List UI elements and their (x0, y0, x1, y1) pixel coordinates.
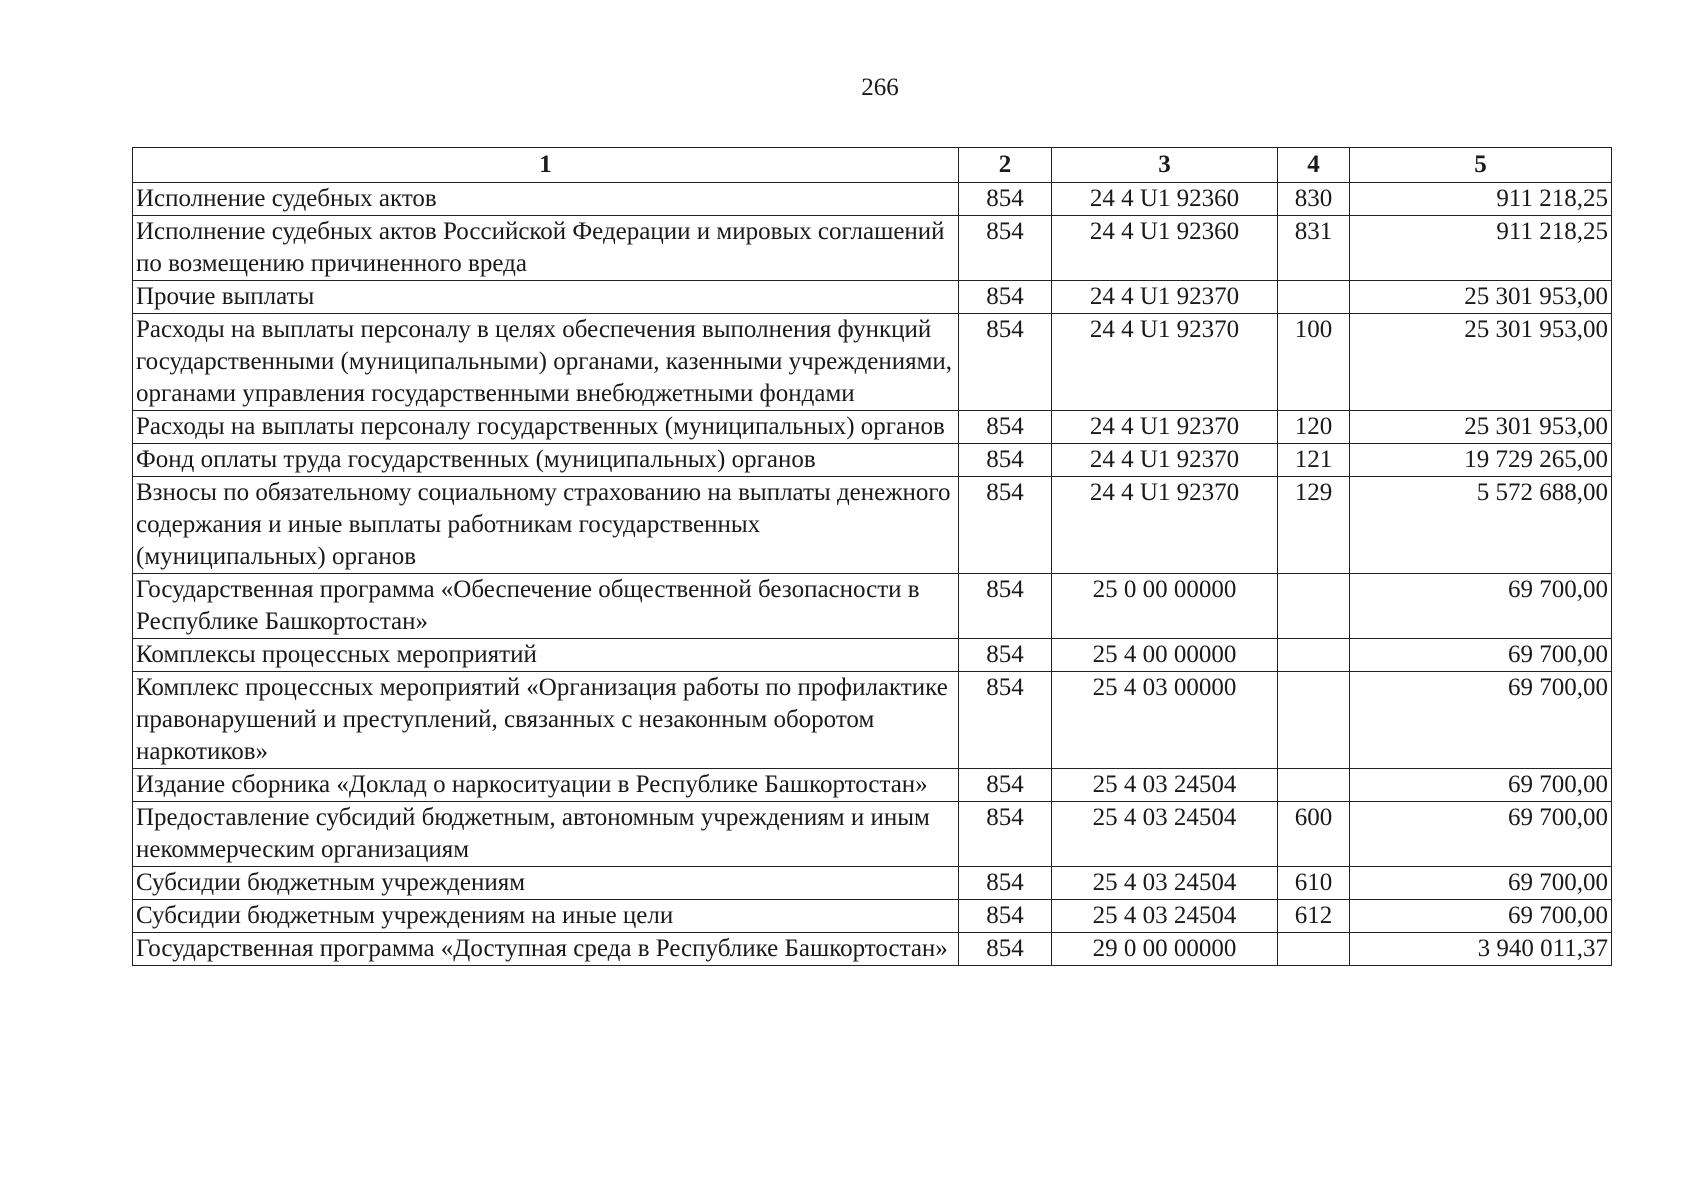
row-target-article-cell: 24 4 U1 92360 (1052, 183, 1278, 216)
row-grbs-cell: 854 (959, 900, 1052, 933)
row-expense-type-cell (1278, 672, 1350, 769)
row-expense-type-cell: 600 (1278, 802, 1350, 867)
row-grbs-cell: 854 (959, 281, 1052, 314)
row-sum-cell: 69 700,00 (1350, 900, 1612, 933)
row-sum-cell: 911 218,25 (1350, 216, 1612, 281)
row-target-article-cell: 24 4 U1 92370 (1052, 444, 1278, 477)
row-sum-cell: 69 700,00 (1350, 672, 1612, 769)
row-target-article-cell: 25 4 03 24504 (1052, 769, 1278, 802)
row-grbs-cell: 854 (959, 411, 1052, 444)
row-expense-type-cell (1278, 281, 1350, 314)
row-expense-type-cell (1278, 933, 1350, 966)
row-grbs-cell: 854 (959, 802, 1052, 867)
row-expense-type-cell (1278, 769, 1350, 802)
row-expense-type-cell: 610 (1278, 867, 1350, 900)
row-grbs-cell: 854 (959, 672, 1052, 769)
row-name-cell: Фонд оплаты труда государственных (муниципальных) органов (133, 444, 959, 477)
row-name-cell: Субсидии бюджетным учреждениям на иные цели (133, 900, 959, 933)
row-name-cell: Комплексы процессных мероприятий (133, 639, 959, 672)
row-name-cell: Прочие выплаты (133, 281, 959, 314)
table-row (133, 672, 1612, 769)
row-target-article-cell: 24 4 U1 92370 (1052, 477, 1278, 574)
row-grbs-cell: 854 (959, 574, 1052, 639)
table-row (133, 574, 1612, 639)
row-grbs-cell: 854 (959, 183, 1052, 216)
row-expense-type-cell: 612 (1278, 900, 1350, 933)
row-target-article-cell: 25 4 03 00000 (1052, 672, 1278, 769)
header-row (133, 148, 1612, 183)
table-row (133, 281, 1612, 314)
row-name-cell: Государственная программа «Доступная среда в Республике Башкортостан» (133, 933, 959, 966)
row-sum-cell: 69 700,00 (1350, 802, 1612, 867)
table-header (133, 148, 1612, 183)
table-row (133, 411, 1612, 444)
row-target-article-cell: 24 4 U1 92370 (1052, 281, 1278, 314)
table-row (133, 477, 1612, 574)
row-name-cell: Субсидии бюджетным учреждениям (133, 867, 959, 900)
row-sum-cell: 3 940 011,37 (1350, 933, 1612, 966)
row-sum-cell: 19 729 265,00 (1350, 444, 1612, 477)
row-target-article-cell: 25 0 00 00000 (1052, 574, 1278, 639)
row-sum-cell: 69 700,00 (1350, 639, 1612, 672)
row-name-cell: Исполнение судебных актов (133, 183, 959, 216)
row-target-article-cell: 25 4 03 24504 (1052, 802, 1278, 867)
table-row (133, 639, 1612, 672)
header-col-3: 3 (1052, 148, 1278, 183)
row-expense-type-cell: 129 (1278, 477, 1350, 574)
row-name-cell: Расходы на выплаты персоналу государственных (муниципальных) органов (133, 411, 959, 444)
row-sum-cell: 69 700,00 (1350, 769, 1612, 802)
table-row (133, 933, 1612, 966)
row-name-cell: Исполнение судебных актов Российской Федерации и мировых соглашений по возмещению причиненного вреда (133, 216, 959, 281)
table-row (133, 867, 1612, 900)
row-name-cell: Комплекс процессных мероприятий «Организация работы по профилактике правонарушений и преступлений, связанных с незаконным оборотом наркотиков» (133, 672, 959, 769)
row-target-article-cell: 25 4 03 24504 (1052, 867, 1278, 900)
row-grbs-cell: 854 (959, 769, 1052, 802)
row-sum-cell: 911 218,25 (1350, 183, 1612, 216)
row-target-article-cell: 25 4 00 00000 (1052, 639, 1278, 672)
row-expense-type-cell: 120 (1278, 411, 1350, 444)
row-name-cell: Издание сборника «Доклад о наркоситуации в Республике Башкортостан» (133, 769, 959, 802)
table-row (133, 444, 1612, 477)
row-expense-type-cell: 121 (1278, 444, 1350, 477)
row-target-article-cell: 24 4 U1 92360 (1052, 216, 1278, 281)
table-row (133, 769, 1612, 802)
row-name-cell: Взносы по обязательному социальному страхованию на выплаты денежного содержания и иные выплаты работникам государственных (муниципальных) органов (133, 477, 959, 574)
row-target-article-cell: 29 0 00 00000 (1052, 933, 1278, 966)
row-sum-cell: 25 301 953,00 (1350, 411, 1612, 444)
header-col-2: 2 (959, 148, 1052, 183)
row-grbs-cell: 854 (959, 933, 1052, 966)
row-sum-cell: 25 301 953,00 (1350, 314, 1612, 411)
row-sum-cell: 69 700,00 (1350, 574, 1612, 639)
row-sum-cell: 25 301 953,00 (1350, 281, 1612, 314)
header-col-1: 1 (133, 148, 959, 183)
row-grbs-cell: 854 (959, 477, 1052, 574)
row-expense-type-cell: 100 (1278, 314, 1350, 411)
row-grbs-cell: 854 (959, 314, 1052, 411)
row-expense-type-cell: 831 (1278, 216, 1350, 281)
row-target-article-cell: 24 4 U1 92370 (1052, 411, 1278, 444)
table-body (133, 183, 1612, 966)
row-grbs-cell: 854 (959, 867, 1052, 900)
table-row (133, 802, 1612, 867)
table-row (133, 183, 1612, 216)
row-name-cell: Предоставление субсидий бюджетным, автономным учреждениям и иным некоммерческим организациям (133, 802, 959, 867)
row-name-cell: Расходы на выплаты персоналу в целях обеспечения выполнения функций государственными (муниципальными) органами, казенными учреждениями, органами управления государственными внебюджетными фондами (133, 314, 959, 411)
page-number: 266 (861, 74, 899, 101)
row-target-article-cell: 24 4 U1 92370 (1052, 314, 1278, 411)
table-row (133, 314, 1612, 411)
row-sum-cell: 69 700,00 (1350, 867, 1612, 900)
row-expense-type-cell: 830 (1278, 183, 1350, 216)
row-grbs-cell: 854 (959, 216, 1052, 281)
budget-table (132, 147, 1612, 966)
row-name-cell: Государственная программа «Обеспечение общественной безопасности в Республике Башкортостан» (133, 574, 959, 639)
table-row (133, 216, 1612, 281)
header-col-4: 4 (1278, 148, 1350, 183)
row-target-article-cell: 25 4 03 24504 (1052, 900, 1278, 933)
row-grbs-cell: 854 (959, 444, 1052, 477)
row-expense-type-cell (1278, 639, 1350, 672)
row-sum-cell: 5 572 688,00 (1350, 477, 1612, 574)
header-col-5: 5 (1350, 148, 1612, 183)
row-expense-type-cell (1278, 574, 1350, 639)
table-row (133, 900, 1612, 933)
row-grbs-cell: 854 (959, 639, 1052, 672)
